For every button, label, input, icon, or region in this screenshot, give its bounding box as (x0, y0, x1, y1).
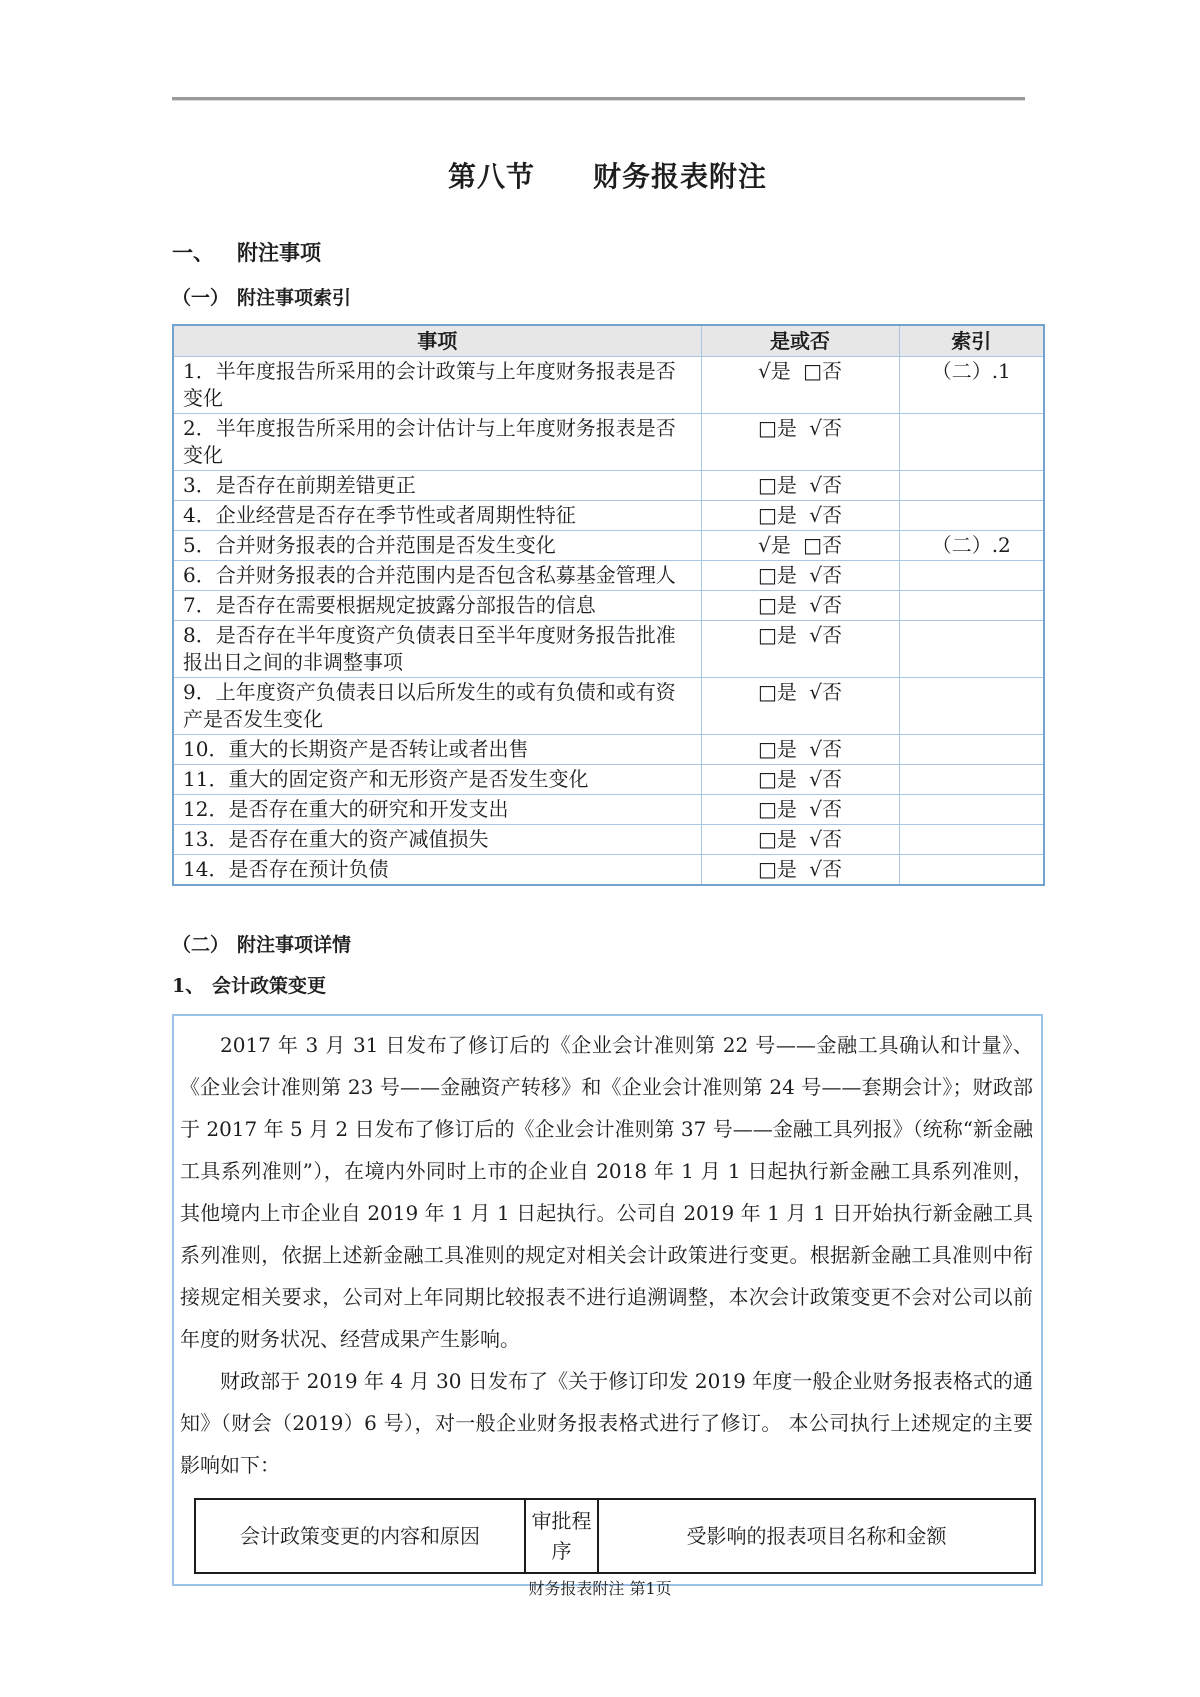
cell-index (899, 678, 1044, 735)
policy-change-detail-box (172, 1014, 1043, 1586)
subsection-heading-note-details (172, 930, 1043, 957)
cell-answer: □是 √否 (701, 735, 899, 765)
cell-item: 11．重大的固定资产和无形资产是否发生变化 (173, 765, 701, 795)
cell-index (899, 591, 1044, 621)
cell-item: 7．是否存在需要根据规定披露分部报告的信息 (173, 591, 701, 621)
policy-change-table (194, 1498, 1036, 1574)
index-table-row (173, 531, 1044, 561)
cell-answer: □是 √否 (701, 855, 899, 886)
index-table-row (173, 471, 1044, 501)
index-table-header-row (173, 325, 1044, 357)
cell-index (899, 735, 1044, 765)
cell-item: 8．是否存在半年度资产负债表日至半年度财务报告批准报出日之间的非调整事项 (173, 621, 701, 678)
cell-item: 12．是否存在重大的研究和开发支出 (173, 795, 701, 825)
cell-item: 1．半年度报告所采用的会计政策与上年度财务报表是否变化 (173, 357, 701, 414)
policy-change-paragraph-2: 财政部于 2019 年 4 月 30 日发布了《关于修订印发 2019 年度一般企业财务报表格式的通知》（财会（2019）6 号），对一般企业财务报表格式进行了修订。 本公司执行上述规定的主要影响如下： (180, 1369, 1033, 1477)
index-table-row (173, 357, 1044, 414)
cell-answer: □是 √否 (701, 471, 899, 501)
column-header-affected-items: 受影响的报表项目名称和金额 (598, 1499, 1035, 1573)
section-marker: 一、 (172, 240, 214, 265)
cell-index (899, 795, 1044, 825)
index-table-row (173, 501, 1044, 531)
note-index-table (172, 324, 1045, 886)
cell-index: （二）.2 (899, 531, 1044, 561)
page-header-rule (172, 97, 1025, 101)
cell-index (899, 855, 1044, 886)
cell-index (899, 501, 1044, 531)
index-table-row (173, 735, 1044, 765)
cell-item: 13．是否存在重大的资产减值损失 (173, 825, 701, 855)
heading-marker: 1、 (172, 975, 205, 997)
cell-answer: √是 □否 (701, 531, 899, 561)
index-table-row (173, 825, 1044, 855)
cell-answer: □是 √否 (701, 591, 899, 621)
column-header-change-content-reason: 会计政策变更的内容和原因 (195, 1499, 525, 1573)
policy-table-header-row (195, 1499, 1035, 1573)
cell-answer: □是 √否 (701, 795, 899, 825)
cell-answer: √是 □否 (701, 357, 899, 414)
subsection-marker: （一） (172, 287, 230, 309)
cell-index: （二）.1 (899, 357, 1044, 414)
index-table-row (173, 795, 1044, 825)
cell-item: 3．是否存在前期差错更正 (173, 471, 701, 501)
cell-index (899, 825, 1044, 855)
cell-item: 10．重大的长期资产是否转让或者出售 (173, 735, 701, 765)
cell-item: 9．上年度资产负债表日以后所发生的或有负债和或有资产是否发生变化 (173, 678, 701, 735)
index-table-row (173, 678, 1044, 735)
index-table-row (173, 621, 1044, 678)
cell-item: 2．半年度报告所采用的会计估计与上年度财务报表是否变化 (173, 414, 701, 471)
page-footer: 财务报表附注 第1页 (528, 1579, 672, 1598)
cell-answer: □是 √否 (701, 501, 899, 531)
cell-index (899, 414, 1044, 471)
subsection-label: 附注事项详情 (237, 934, 352, 956)
section-label: 附注事项 (237, 240, 321, 265)
cell-item: 4．企业经营是否存在季节性或者周期性特征 (173, 501, 701, 531)
cell-index (899, 765, 1044, 795)
heading-accounting-policy-change (172, 971, 1043, 998)
heading-label: 会计政策变更 (212, 975, 327, 997)
cell-index (899, 471, 1044, 501)
column-header-item: 事项 (173, 325, 701, 357)
cell-index (899, 561, 1044, 591)
column-header-yes-no: 是或否 (701, 325, 899, 357)
cell-answer: □是 √否 (701, 825, 899, 855)
cell-item: 14．是否存在预计负债 (173, 855, 701, 886)
cell-item: 6．合并财务报表的合并范围内是否包含私募基金管理人 (173, 561, 701, 591)
index-table-row (173, 591, 1044, 621)
index-table-row (173, 414, 1044, 471)
policy-change-paragraph-1: 2017 年 3 月 31 日发布了修订后的《企业会计准则第 22 号——金融工具确认和计量》、《企业会计准则第 23 号——金融资产转移》和《企业会计准则第 24 号——套期会计》；财政部于 2017 年 5 月 2 日发布了修订后的《企业会计准则第 37 号——金融工具列报》（统称“新金融工具系列准则”），在境内外同时上市的企业自 2018 年 1 月 1 日起执行新金融工具系列准则，其他境内上市企业自 2019 年 1 月 1 日起执行。公司自 2019 年 1 月 1 日开始执行新金融工具系列准则，依据上述新金融工具准则的规定对相关会计政策进行变更。根据新金融工具准则中衔接规定相关要求，公司对上年同期比较报表不进行追溯调整，本次会计政策变更不会对公司以前年度的财务状况、经营成果产生影响。 (180, 1033, 1033, 1351)
index-table-body (173, 357, 1044, 886)
section-heading-note-items (172, 237, 1043, 267)
subsection-marker: （二） (172, 934, 230, 956)
subsection-label: 附注事项索引 (237, 287, 352, 309)
cell-index (899, 621, 1044, 678)
cell-answer: □是 √否 (701, 765, 899, 795)
page-title: 第八节 财务报表附注 (447, 160, 767, 193)
column-header-approval-procedure: 审批程序 (525, 1499, 598, 1573)
index-table-row (173, 855, 1044, 886)
cell-answer: □是 √否 (701, 414, 899, 471)
cell-answer: □是 √否 (701, 621, 899, 678)
column-header-index: 索引 (899, 325, 1044, 357)
index-table-row (173, 765, 1044, 795)
cell-answer: □是 √否 (701, 561, 899, 591)
cell-item: 5．合并财务报表的合并范围是否发生变化 (173, 531, 701, 561)
cell-answer: □是 √否 (701, 678, 899, 735)
index-table-row (173, 561, 1044, 591)
subsection-heading-note-index (172, 283, 1043, 310)
